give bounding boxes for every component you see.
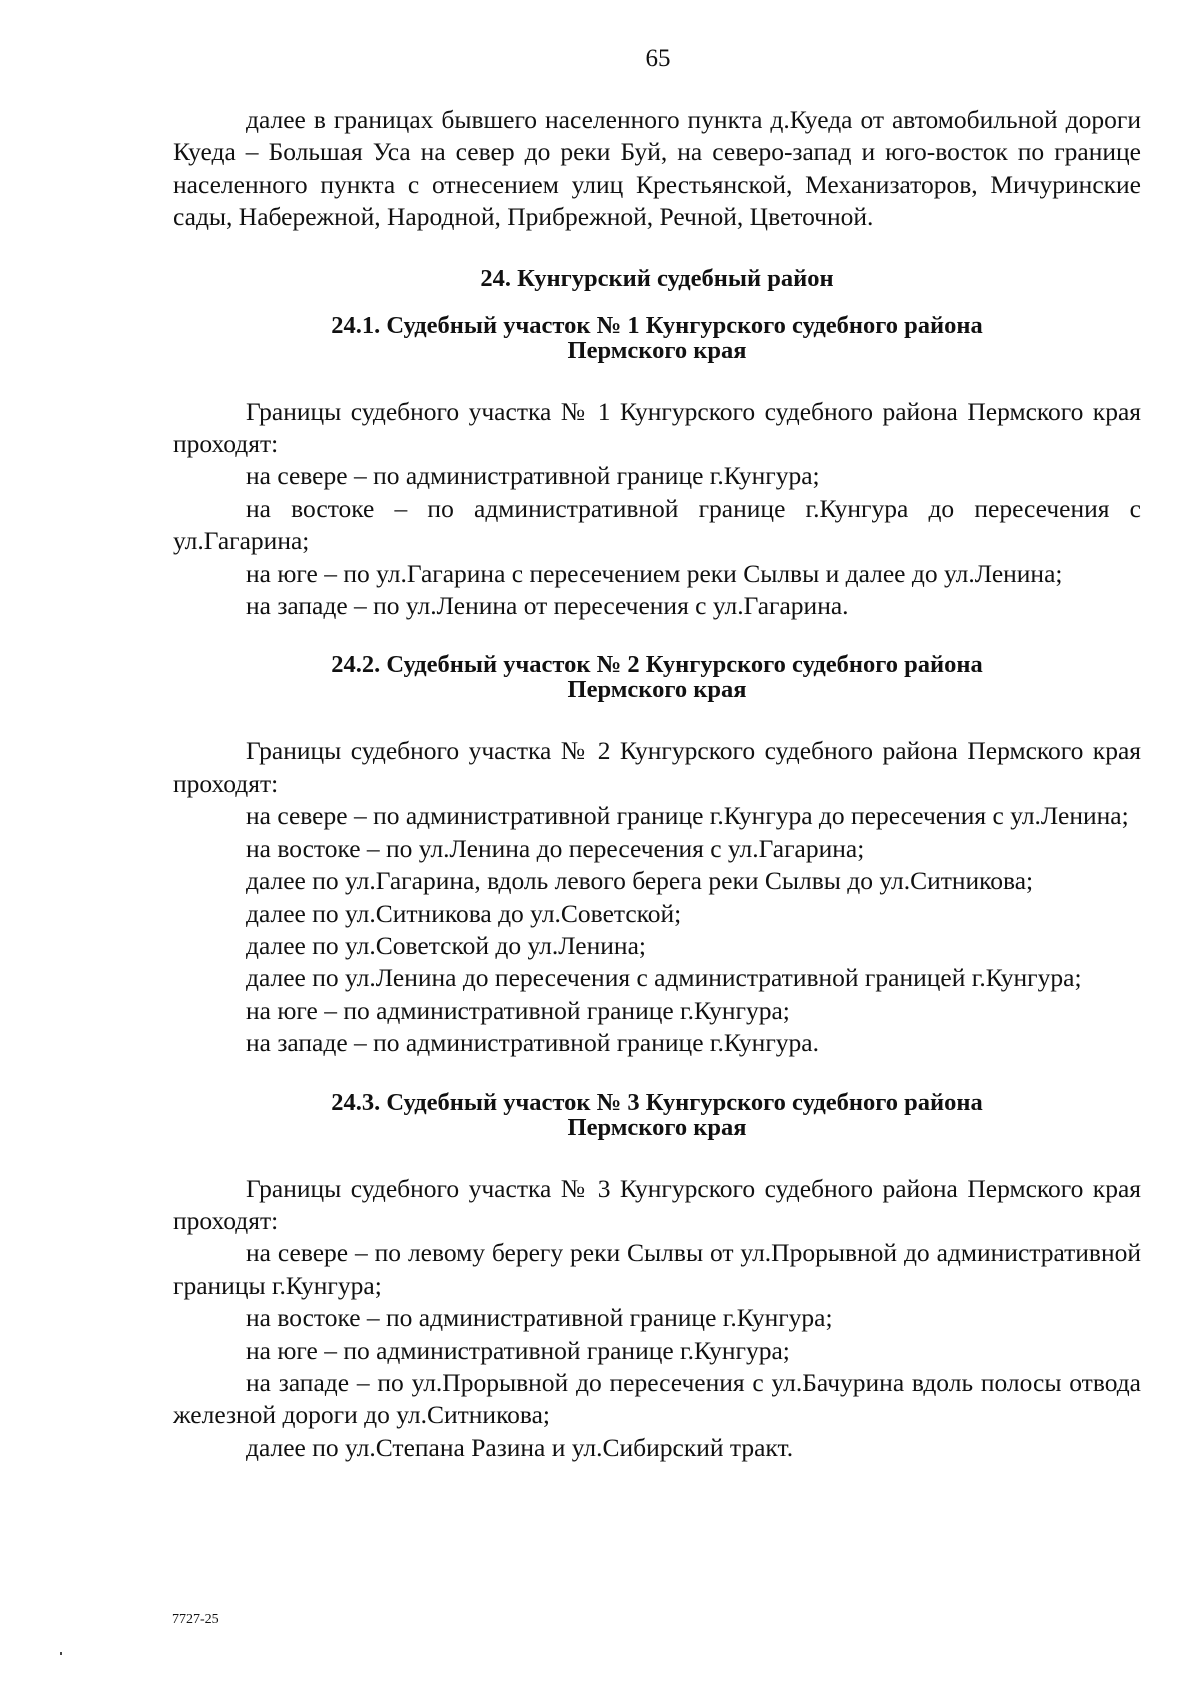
section-paragraph: далее по ул.Советской до ул.Ленина; (246, 930, 646, 960)
section-title-line2: Пермского края (567, 336, 747, 364)
section-paragraph: далее по ул.Ленина до пересечения с административной границей г.Кунгура; (246, 963, 1082, 993)
section-paragraph: на юге – по административной границе г.Кунгура; (246, 1335, 790, 1365)
section-paragraph: на севере – по административной границе г.Кунгура; (246, 461, 820, 491)
section-title: 24.3. Судебный участок № 3 Кунгурского судебного района (331, 1088, 983, 1116)
district-title: 24. Кунгурский судебный район (480, 264, 834, 292)
intro-paragraph: далее в границах бывшего населенного пункта д.Куеда от автомобильной дороги Куеда – Большая Уса на север до реки Буй, на северо-запад и юго-восток по границе населенного пункта с отнесением улиц Крестьянской, Механизаторов, Мичуринские сады, Набережной, Народной, Прибрежной, Речной, Цветочной. (173, 105, 1141, 232)
document-body (173, 104, 1141, 1464)
section-paragraph: Границы судебного участка № 2 Кунгурского судебного района Пермского края проходят: (173, 736, 1141, 798)
section-paragraph: далее по ул.Ситникова до ул.Советской; (246, 898, 682, 928)
section-title-line2: Пермского края (567, 1113, 747, 1141)
section-24-1 (173, 313, 1141, 623)
section-paragraph: на западе – по ул.Прорывной до пересечения с ул.Бачурина вдоль полосы отвода железной дороги до ул.Ситникова; (173, 1367, 1141, 1430)
section-24-3 (173, 1090, 1141, 1465)
page-number: 65 (645, 45, 671, 72)
section-paragraph: на востоке – по административной границе г.Кунгура; (246, 1303, 833, 1333)
section-paragraph: Границы судебного участка № 1 Кунгурского судебного района Пермского края проходят: (173, 396, 1141, 459)
section-title-line2: Пермского края (567, 676, 747, 704)
section-24-2 (173, 652, 1141, 1059)
section-title: 24.1. Судебный участок № 1 Кунгурского судебного района (331, 311, 983, 339)
section-paragraph: на западе – по административной границе г.Кунгура. (246, 1028, 819, 1058)
document-code: 7727-25 (172, 1612, 219, 1627)
section-paragraph: на юге – по административной границе г.Кунгура; (246, 995, 790, 1025)
section-paragraph: на западе – по ул.Ленина от пересечения с ул.Гагарина. (246, 591, 849, 621)
section-title: 24.2. Судебный участок № 2 Кунгурского судебного района (331, 651, 983, 679)
section-paragraph: далее по ул.Степана Разина и ул.Сибирский тракт. (246, 1432, 794, 1462)
section-paragraph: на севере – по левому берегу реки Сылвы от ул.Прорывной до административной границы г.Кунгура; (173, 1238, 1141, 1300)
section-paragraph: на севере – по административной границе г.Кунгура до пересечения с ул.Ленина; (246, 801, 1129, 831)
section-paragraph: на юге – по ул.Гагарина с пересечением реки Сылвы и далее до ул.Ленина; (246, 558, 1063, 588)
section-paragraph: далее по ул.Гагарина, вдоль левого берега реки Сылвы до ул.Ситникова; (246, 866, 1034, 896)
section-paragraph: на востоке – по административной границе г.Кунгура до пересечения с ул.Гагарина; (173, 493, 1141, 556)
scan-speck (60, 1652, 62, 1655)
section-paragraph: Границы судебного участка № 3 Кунгурского судебного района Пермского края проходят: (173, 1173, 1141, 1235)
section-paragraph: на востоке – по ул.Ленина до пересечения с ул.Гагарина; (246, 833, 865, 863)
